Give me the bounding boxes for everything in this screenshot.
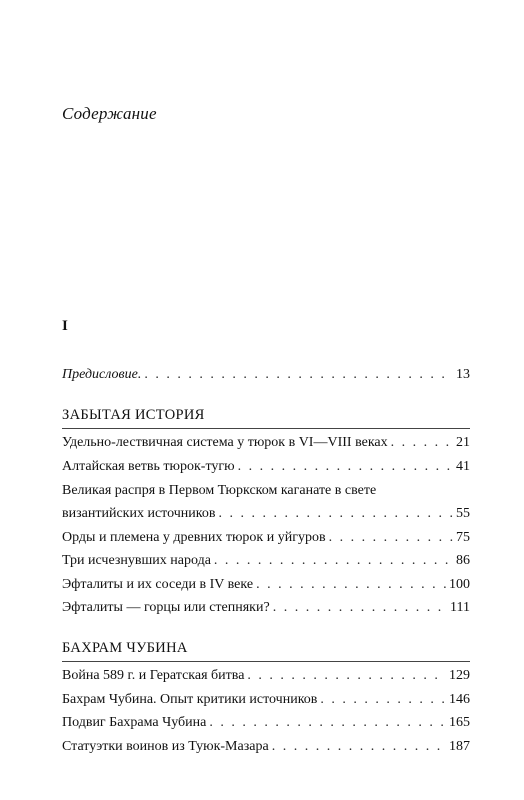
page-title: Содержание: [62, 104, 157, 123]
section-divider: [62, 661, 470, 662]
toc-entry[interactable]: [62, 691, 470, 709]
dot-leader: [218, 505, 453, 523]
dot-leader: [214, 552, 453, 570]
section-heading: БАХРАМ ЧУБИНА: [62, 640, 188, 656]
toc-entry-page: 146: [449, 692, 470, 707]
section-heading: ЗАБЫТАЯ ИСТОРИЯ: [62, 407, 205, 423]
toc-entry-title: Бахрам Чубина. Опыт критики источников: [62, 692, 318, 707]
toc-entry-title: Эфталиты и их соседи в IV веке: [62, 577, 254, 592]
toc-entry-page: 100: [449, 577, 470, 592]
part-numeral: I: [62, 318, 68, 334]
toc-entry-page: 13: [456, 367, 470, 382]
toc-entry-page: 129: [449, 668, 470, 683]
toc-entry-title-line1[interactable]: Великая распря в Первом Тюркском каганате в свете: [62, 483, 377, 498]
toc-entry[interactable]: [62, 738, 470, 756]
toc-entry-title: Подвиг Бахрама Чубина: [62, 715, 207, 730]
toc-entry[interactable]: [62, 667, 470, 685]
dot-leader: [273, 599, 447, 617]
toc-entry-title: Статуэтки воинов из Туюк-Мазара: [62, 739, 269, 754]
toc-entry-title: Орды и племена у древних тюрок и уйгуров: [62, 530, 326, 545]
dot-leader: [209, 714, 446, 732]
toc-entry-title: византийских источников: [62, 506, 216, 521]
toc-entry-title: Три исчезнувших народа: [62, 553, 211, 568]
toc-entry-page: 111: [450, 600, 470, 615]
toc-entry[interactable]: [62, 576, 470, 594]
dot-leader: [272, 738, 446, 756]
dot-leader: [256, 576, 446, 594]
toc-entry[interactable]: [62, 529, 470, 547]
dot-leader: [144, 366, 453, 384]
toc-entry-page: 165: [449, 715, 470, 730]
dot-leader: [320, 691, 446, 709]
toc-entry[interactable]: [62, 552, 470, 570]
toc-entry-page: 86: [456, 553, 470, 568]
toc-entry[interactable]: [62, 714, 470, 732]
toc-entry-page: 55: [456, 506, 470, 521]
toc-entry-page: 187: [449, 739, 470, 754]
toc-entry-title: Предисловие.: [62, 367, 142, 382]
toc-entry-title: Война 589 г. и Гератская битва: [62, 668, 245, 683]
toc-entry-title: Удельно-лествичная система у тюрок в VI—VIII веках: [62, 435, 388, 450]
dot-leader: [391, 434, 453, 452]
toc-entry-preface[interactable]: [62, 366, 470, 384]
toc-entry[interactable]: [62, 434, 470, 452]
toc-entry-title: Алтайская ветвь тюрок-тугю: [62, 459, 235, 474]
dot-leader: [247, 667, 446, 685]
toc-entry[interactable]: [62, 458, 470, 476]
toc-entry[interactable]: [62, 505, 470, 523]
toc-entry[interactable]: [62, 599, 470, 617]
toc-entry-page: 41: [456, 459, 470, 474]
section-divider: [62, 428, 470, 429]
toc-entry-page: 75: [456, 530, 470, 545]
dot-leader: [238, 458, 453, 476]
toc-entry-title: Эфталиты — горцы или степняки?: [62, 600, 270, 615]
dot-leader: [329, 529, 453, 547]
toc-entry-page: 21: [456, 435, 470, 450]
